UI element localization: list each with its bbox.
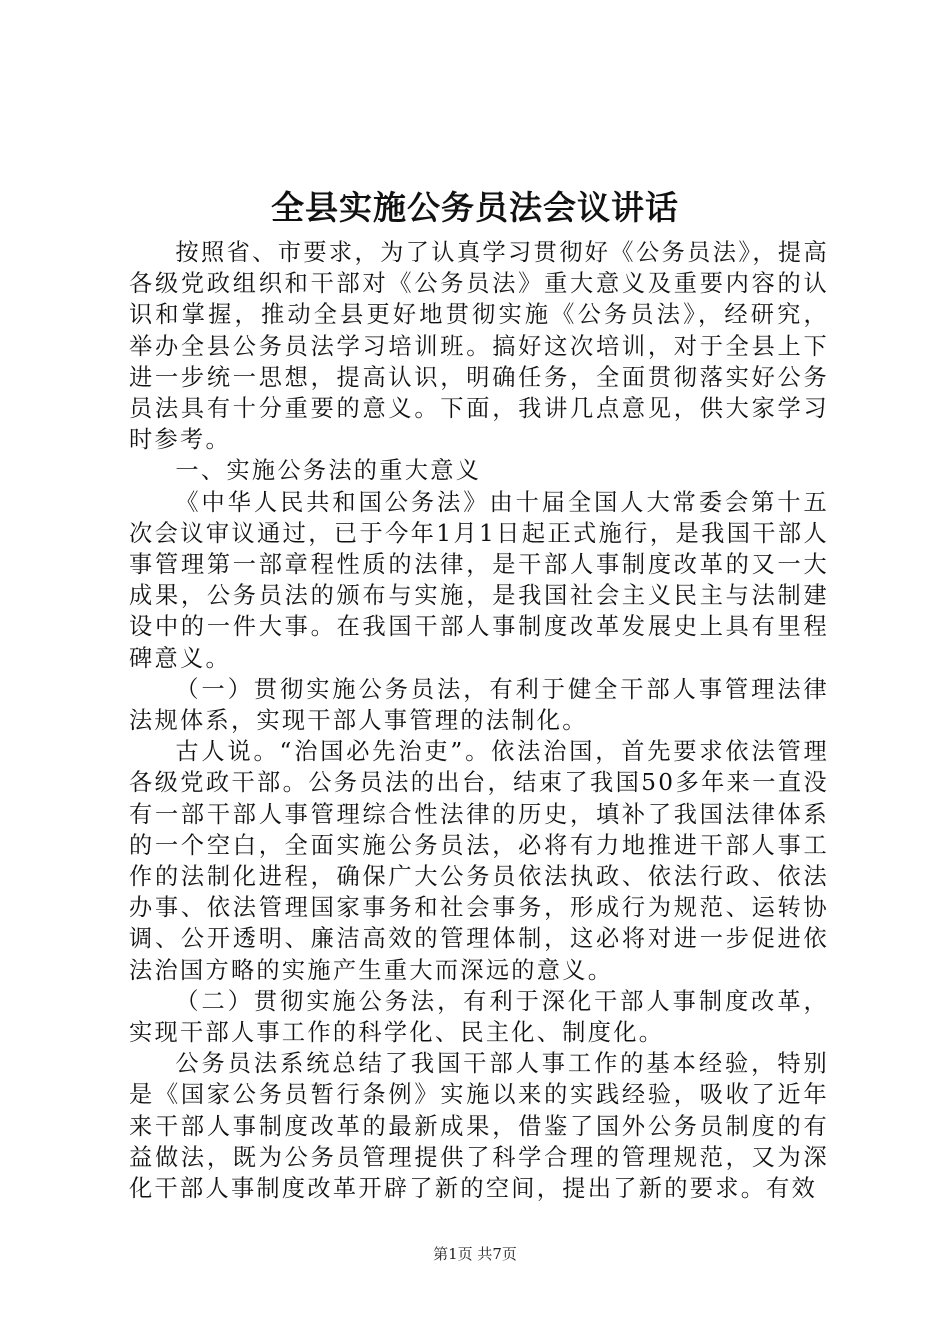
subheading-legal-system: （一）贯彻实施公务员法，有利于健全干部人事管理法律法规体系，实现干部人事管理的法制化。: [129, 675, 829, 735]
paragraph-experience: 公务员法系统总结了我国干部人事工作的基本经验，特别是《国家公务员暂行条例》实施以来的实践经验，吸收了近年来干部人事制度改革的最新成果，借鉴了国外公务员制度的有益做法，既为公务员管理提供了科学合理的管理规范，又为深化干部人事制度改革开辟了新的空间，提出了新的要求。有效: [129, 1050, 829, 1203]
paragraph-intro: 按照省、市要求，为了认真学习贯彻好《公务员法》，提高各级党政组织和干部对《公务员法》重大意义及重要内容的认识和掌握，推动全县更好地贯彻实施《公务员法》，经研究，举办全县公务员法学习培训班。搞好这次培训，对于全县上下进一步统一思想，提高认识，明确任务，全面贯彻落实好公务员法具有十分重要的意义。下面，我讲几点意见，供大家学习时参考。: [129, 239, 829, 454]
section-heading-significance: 一、实施公务法的重大意义: [175, 457, 482, 485]
document-title: 全县实施公务员法会议讲话: [271, 188, 679, 227]
document-body: [129, 237, 829, 1204]
page-number-footer: 第1页 共7页: [433, 1245, 517, 1263]
paragraph-law-passed: 《中华人民共和国公务法》由十届全国人大常委会第十五次会议审议通过，已于今年1月1日起正式施行，是我国干部人事管理第一部章程性质的法律，是干部人事制度改革的又一大成果，公务员法的颁布与实施，是我国社会主义民主与法制建设中的一件大事。在我国干部人事制度改革发展史上具有里程碑意义。: [129, 488, 829, 672]
subheading-reform: （二）贯彻实施公务法，有利于深化干部人事制度改革，实现干部人事工作的科学化、民主化、制度化。: [129, 987, 829, 1047]
paragraph-rule-of-law: 古人说。“治国必先治吏”。依法治国，首先要求依法管理各级党政干部。公务员法的出台，结束了我国50多年来一直没有一部干部人事管理综合性法律的历史，填补了我国法律体系的一个空白，全面实施公务员法，必将有力地推进干部人事工作的法制化进程，确保广大公务员依法执政、依法行政、依法办事、依法管理国家事务和社会事务，形成行为规范、运转协调、公开透明、廉洁高效的管理体制，这必将对进一步促进依法治国方略的实施产生重大而深远的意义。: [129, 738, 829, 984]
